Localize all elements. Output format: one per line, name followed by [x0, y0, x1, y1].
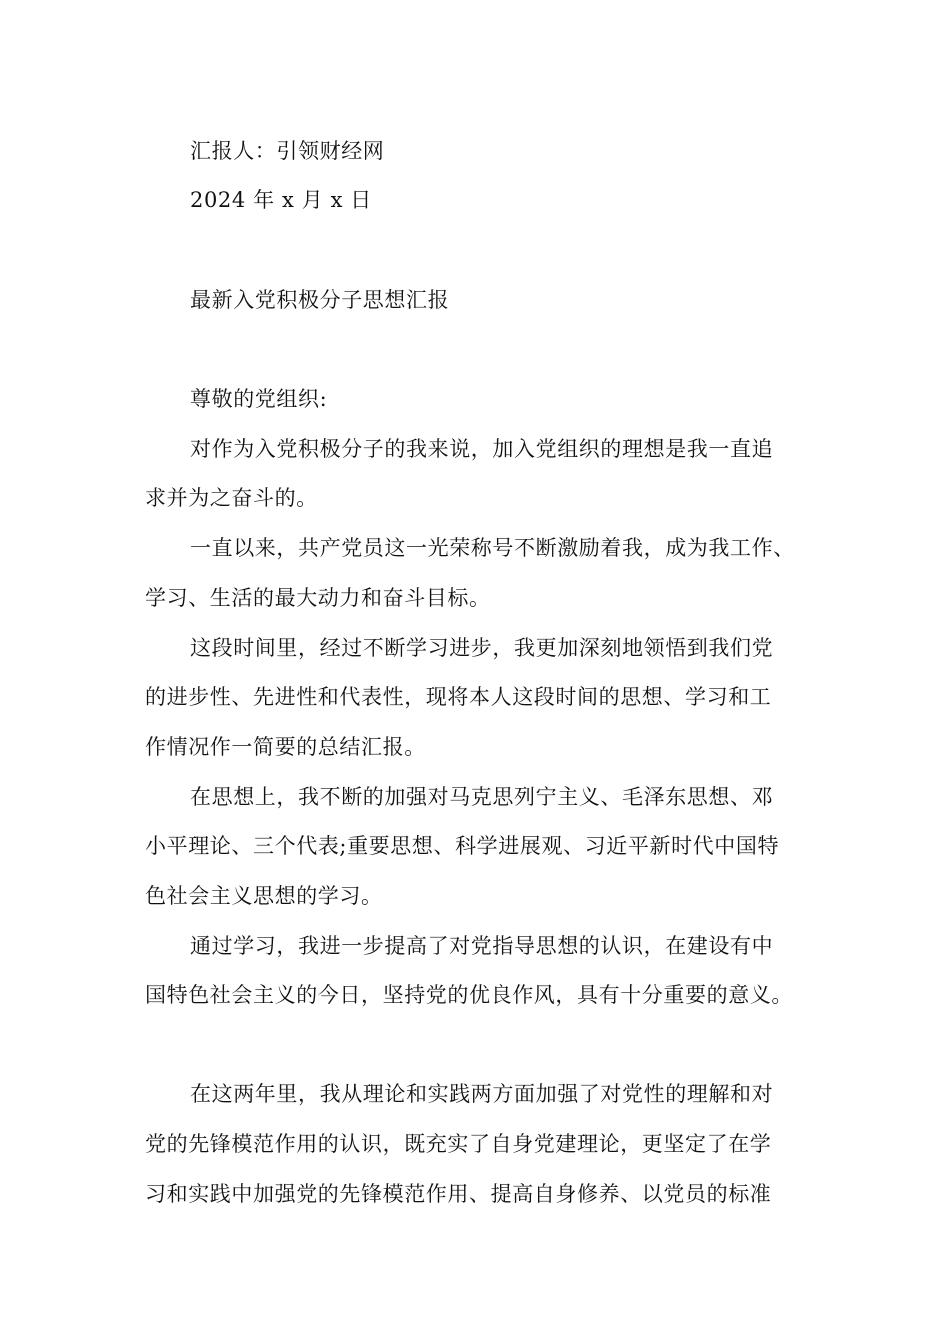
paragraph-line: 学习、生活的最大动力和奋斗目标。: [145, 586, 491, 610]
salutation: 尊敬的党组织:: [190, 387, 328, 411]
paragraph-line: 的进步性、先进性和代表性，现将本人这段时间的思想、学习和工: [145, 685, 772, 709]
paragraph-line: 通过学习，我进一步提高了对党指导思想的认识，在建设有中: [190, 934, 774, 958]
paragraph-line: 一直以来，共产党员这一光荣称号不断激励着我，成为我工作、: [190, 536, 795, 560]
paragraph-line: 这段时间里，经过不断学习进步，我更加深刻地领悟到我们党: [190, 636, 774, 660]
date-line: 2024 年 x 月 x 日: [190, 188, 372, 212]
paragraph-line: 国特色社会主义的今日，坚持党的优良作风，具有十分重要的意义。: [145, 983, 793, 1007]
paragraph-line: 习和实践中加强党的先锋模范作用、提高自身修养、以党员的标准: [145, 1182, 772, 1206]
paragraph-line: 对作为入党积极分子的我来说，加入党组织的理想是我一直追: [190, 437, 774, 461]
paragraph-line: 色社会主义思想的学习。: [145, 884, 383, 908]
paragraph-line: 求并为之奋斗的。: [145, 486, 318, 510]
reporter-line: 汇报人：引领财经网: [190, 139, 385, 163]
paragraph-line: 党的先锋模范作用的认识，既充实了自身党建理论，更坚定了在学: [145, 1132, 772, 1156]
document-title: 最新入党积极分子思想汇报: [190, 288, 450, 312]
paragraph-line: 在这两年里，我从理论和实践两方面加强了对党性的理解和对: [190, 1082, 774, 1106]
paragraph-line: 作情况作一简要的总结汇报。: [145, 735, 426, 759]
paragraph-line: 小平理论、三个代表;重要思想、科学进展观、习近平新时代中国特: [145, 834, 780, 858]
paragraph-line: 在思想上，我不断的加强对马克思列宁主义、毛泽东思想、邓: [190, 785, 774, 809]
